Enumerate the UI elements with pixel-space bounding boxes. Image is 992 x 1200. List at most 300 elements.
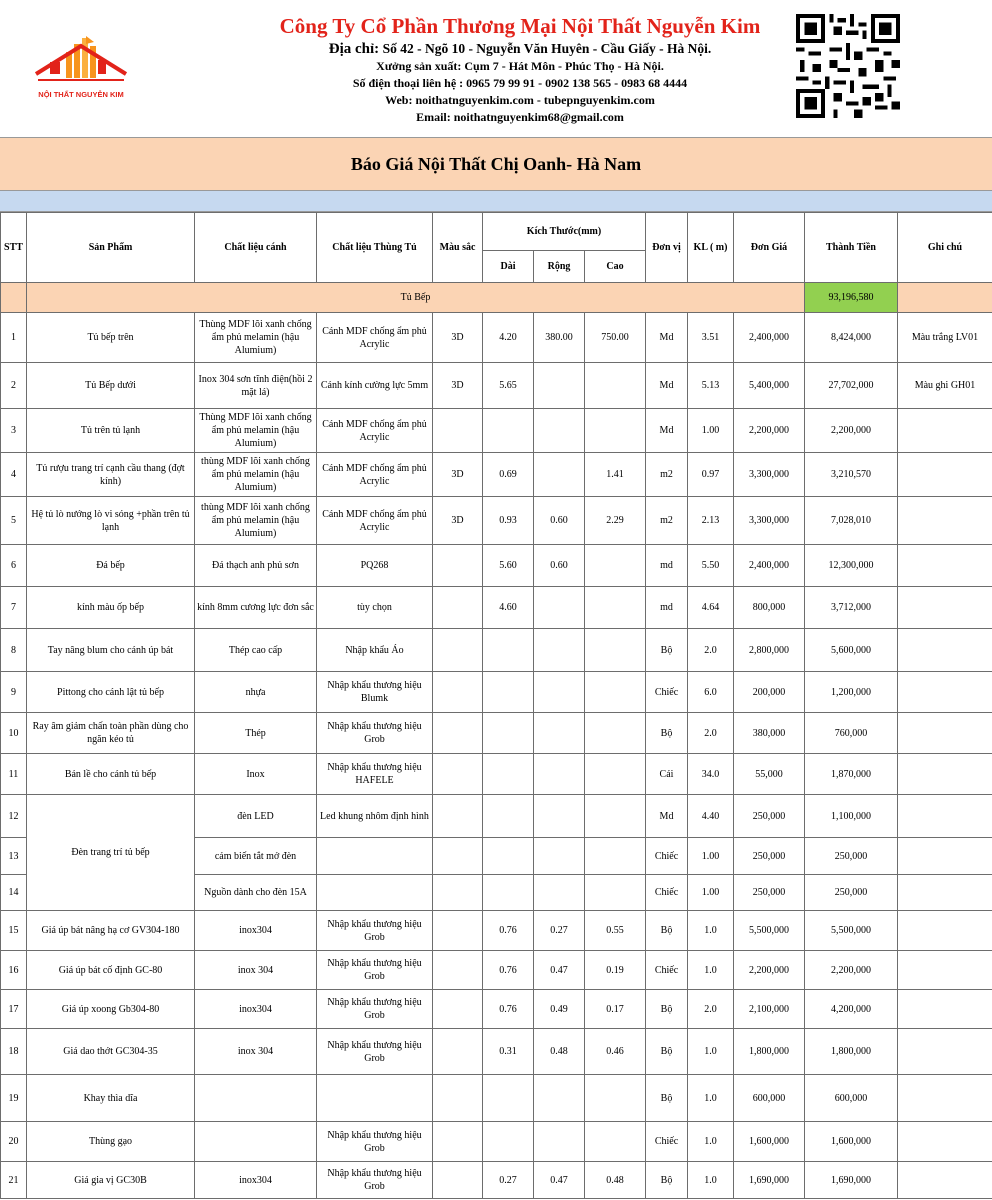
cell-cabinet-material: Nhập khẩu thương hiệu Grob (317, 713, 433, 754)
table-row (1, 672, 992, 713)
cell-unit-price: 250,000 (734, 875, 805, 911)
quote-table (0, 212, 992, 1199)
cell-color: 3D (433, 363, 483, 409)
cell-door-material: Nguồn dành cho đèn 15A (195, 875, 317, 911)
cell-unit-price: 250,000 (734, 795, 805, 838)
cell-height: 0.55 (585, 911, 646, 951)
cell-width (534, 672, 585, 713)
cell-color (433, 990, 483, 1029)
table-row (1, 545, 992, 587)
cell-note (898, 453, 992, 497)
table-row (1, 629, 992, 672)
cell-product: Tủ rượu trang trí cạnh cầu thang (đợt kính) (27, 453, 195, 497)
section-blank (1, 283, 27, 313)
cell-length (483, 1122, 534, 1162)
cell-stt: 21 (1, 1162, 27, 1199)
cell-unit-price: 2,400,000 (734, 313, 805, 363)
cell-color: 3D (433, 453, 483, 497)
cell-qty: 1.0 (688, 1075, 734, 1122)
cell-height (585, 795, 646, 838)
cell-door-material: cảm biến tắt mở đèn (195, 838, 317, 875)
cell-length: 5.60 (483, 545, 534, 587)
cell-door-material: đèn LED (195, 795, 317, 838)
cell-total: 1,600,000 (805, 1122, 898, 1162)
cell-stt: 3 (1, 409, 27, 453)
cell-width (534, 713, 585, 754)
cell-total: 1,200,000 (805, 672, 898, 713)
cell-unit-price: 250,000 (734, 838, 805, 875)
cell-cabinet-material: Cánh kính cường lực 5mm (317, 363, 433, 409)
cell-cabinet-material: Nhập khẩu Áo (317, 629, 433, 672)
table-row (1, 363, 992, 409)
cell-note: Màu ghi GH01 (898, 363, 992, 409)
cell-width: 0.47 (534, 1162, 585, 1199)
cell-qty: 4.64 (688, 587, 734, 629)
cell-width (534, 754, 585, 795)
cell-product: Giá úp bát nâng hạ cơ GV304-180 (27, 911, 195, 951)
cell-width (534, 409, 585, 453)
cell-unit-price: 380,000 (734, 713, 805, 754)
cell-color (433, 754, 483, 795)
cell-cabinet-material: PQ268 (317, 545, 433, 587)
table-row (1, 795, 992, 838)
cell-note (898, 497, 992, 545)
cell-note (898, 951, 992, 990)
house-logo-icon (28, 34, 134, 92)
cell-total: 7,028,010 (805, 497, 898, 545)
cell-door-material: thùng MDF lõi xanh chống ẩm phủ melamin (hậu Alumium) (195, 497, 317, 545)
cell-unit: Md (646, 313, 688, 363)
cell-length: 0.31 (483, 1029, 534, 1075)
cell-width: 0.48 (534, 1029, 585, 1075)
cell-unit: Bộ (646, 629, 688, 672)
email[interactable]: Email: noithatnguyenkim68@gmail.com (416, 110, 624, 124)
header-width: Rộng (534, 251, 585, 283)
cell-height: 0.17 (585, 990, 646, 1029)
cell-color (433, 587, 483, 629)
cell-unit: Chiếc (646, 951, 688, 990)
cell-unit-price: 1,690,000 (734, 1162, 805, 1199)
cell-note (898, 409, 992, 453)
cell-height (585, 545, 646, 587)
cell-unit-price: 3,300,000 (734, 453, 805, 497)
cell-unit: Chiếc (646, 672, 688, 713)
cell-unit: Chiếc (646, 875, 688, 911)
cell-qty: 6.0 (688, 672, 734, 713)
cell-length: 0.27 (483, 1162, 534, 1199)
company-address (250, 40, 790, 58)
table-row (1, 1075, 992, 1122)
cell-total: 2,200,000 (805, 409, 898, 453)
cell-width (534, 795, 585, 838)
cell-total: 1,800,000 (805, 1029, 898, 1075)
cell-height (585, 409, 646, 453)
cell-cabinet-material: tùy chọn (317, 587, 433, 629)
cell-length (483, 838, 534, 875)
cell-product: Tay nâng blum cho cánh úp bát (27, 629, 195, 672)
header-unit: Đơn vị (646, 213, 688, 283)
cell-product: Ray âm giảm chấn toàn phần dùng cho ngăn kéo tủ (27, 713, 195, 754)
cell-unit: Md (646, 795, 688, 838)
cell-stt: 5 (1, 497, 27, 545)
cell-height: 2.29 (585, 497, 646, 545)
cell-stt: 11 (1, 754, 27, 795)
cell-product: Đèn trang trí tủ bếp (27, 795, 195, 911)
cell-color (433, 1162, 483, 1199)
cell-total: 5,600,000 (805, 629, 898, 672)
cell-color (433, 838, 483, 875)
cell-unit: Cái (646, 754, 688, 795)
cell-width (534, 1075, 585, 1122)
cell-door-material: Thùng MDF lõi xanh chống ẩm phủ melamin (hậu Alumium) (195, 409, 317, 453)
cell-unit: Bộ (646, 911, 688, 951)
logo-caption: NỘI THẤT NGUYỄN KIM (38, 90, 124, 99)
cell-unit: Chiếc (646, 1122, 688, 1162)
cell-height: 750.00 (585, 313, 646, 363)
cell-note (898, 795, 992, 838)
cell-stt: 7 (1, 587, 27, 629)
header-color: Màu sắc (433, 213, 483, 283)
cell-color: 3D (433, 313, 483, 363)
cell-unit: Bộ (646, 1075, 688, 1122)
company-name: Công Ty Cổ Phần Thương Mại Nội Thất Nguyễn Kim (279, 14, 761, 38)
cell-width (534, 629, 585, 672)
cell-width (534, 363, 585, 409)
cell-door-material: Inox (195, 754, 317, 795)
cell-height (585, 875, 646, 911)
table-row (1, 713, 992, 754)
cell-cabinet-material: Cánh MDF chống ẩm phủ Acrylic (317, 409, 433, 453)
cell-unit: Chiếc (646, 838, 688, 875)
cell-total: 250,000 (805, 875, 898, 911)
cell-unit-price: 2,800,000 (734, 629, 805, 672)
table-row (1, 1162, 992, 1199)
cell-stt: 15 (1, 911, 27, 951)
cell-length (483, 875, 534, 911)
cell-door-material: Thùng MDF lõi xanh chống ẩm phủ melamin (hậu Alumium) (195, 313, 317, 363)
table-row (1, 754, 992, 795)
table-header (1, 213, 992, 283)
cell-cabinet-material: Nhập khẩu thương hiệu Grob (317, 990, 433, 1029)
cell-qty: 2.13 (688, 497, 734, 545)
cell-total: 3,210,570 (805, 453, 898, 497)
cell-height (585, 1122, 646, 1162)
cell-qty: 2.0 (688, 629, 734, 672)
cell-length (483, 1075, 534, 1122)
cell-unit: Md (646, 409, 688, 453)
cell-unit-price: 55,000 (734, 754, 805, 795)
cell-width (534, 838, 585, 875)
cell-qty: 1.0 (688, 1029, 734, 1075)
table-row (1, 1122, 992, 1162)
cell-unit: Bộ (646, 1162, 688, 1199)
cell-cabinet-material: Nhập khẩu thương hiệu Grob (317, 1029, 433, 1075)
header-total: Thành Tiền (805, 213, 898, 283)
cell-height: 0.19 (585, 951, 646, 990)
header-size: Kích Thước(mm) (483, 213, 646, 251)
cell-stt: 8 (1, 629, 27, 672)
cell-unit-price: 3,300,000 (734, 497, 805, 545)
cell-product: Pittong cho cánh lật tủ bếp (27, 672, 195, 713)
cell-total: 2,200,000 (805, 951, 898, 990)
cell-unit-price: 1,800,000 (734, 1029, 805, 1075)
cell-width: 0.60 (534, 497, 585, 545)
cell-product: Giá dao thớt GC304-35 (27, 1029, 195, 1075)
cell-qty: 5.50 (688, 545, 734, 587)
cell-note (898, 838, 992, 875)
cell-note (898, 911, 992, 951)
cell-unit: md (646, 587, 688, 629)
cell-total: 1,100,000 (805, 795, 898, 838)
cell-length (483, 754, 534, 795)
cell-cabinet-material: Nhập khẩu thương hiệu Grob (317, 1122, 433, 1162)
cell-note (898, 1162, 992, 1199)
cell-product: Bản lề cho cánh tủ bếp (27, 754, 195, 795)
quote-title-band (0, 137, 992, 191)
cell-stt: 1 (1, 313, 27, 363)
cell-qty: 0.97 (688, 453, 734, 497)
cell-total: 8,424,000 (805, 313, 898, 363)
cell-note (898, 587, 992, 629)
cell-stt: 12 (1, 795, 27, 838)
header-note: Ghi chú (898, 213, 992, 283)
cell-color (433, 1122, 483, 1162)
cell-unit-price: 2,100,000 (734, 990, 805, 1029)
header-cabinet-material: Chất liệu Thùng Tủ (317, 213, 433, 283)
table-row (1, 911, 992, 951)
cell-total: 27,702,000 (805, 363, 898, 409)
cell-width: 0.27 (534, 911, 585, 951)
cell-qty: 1.0 (688, 951, 734, 990)
cell-total: 3,712,000 (805, 587, 898, 629)
cell-width (534, 587, 585, 629)
cell-length: 0.93 (483, 497, 534, 545)
qr-code-icon (796, 14, 900, 118)
cell-unit-price: 5,400,000 (734, 363, 805, 409)
cell-product: Giá úp xoong Gb304-80 (27, 990, 195, 1029)
cell-product: Tủ trên tủ lạnh (27, 409, 195, 453)
cell-height (585, 754, 646, 795)
cell-door-material: thùng MDF lõi xanh chống ẩm phủ melamin (hậu Alumium) (195, 453, 317, 497)
cell-door-material: kính 8mm cương lực đơn sắc (195, 587, 317, 629)
cell-unit: m2 (646, 453, 688, 497)
cell-length: 0.76 (483, 990, 534, 1029)
cell-unit: Bộ (646, 1029, 688, 1075)
cell-unit-price: 2,200,000 (734, 951, 805, 990)
cell-product: Giá gia vị GC30B (27, 1162, 195, 1199)
cell-cabinet-material: Cánh MDF chống ẩm phủ Acrylic (317, 497, 433, 545)
cell-qty: 34.0 (688, 754, 734, 795)
cell-color (433, 713, 483, 754)
cell-cabinet-material: Led khung nhôm định hình (317, 795, 433, 838)
address-text: Số 42 - Ngõ 10 - Nguyễn Văn Huyên - Cầu Giấy - Hà Nội. (382, 41, 712, 56)
cell-unit: Bộ (646, 990, 688, 1029)
factory-address: Xưởng sản xuất: Cụm 7 - Hát Môn - Phúc Thọ - Hà Nội. (376, 59, 664, 73)
cell-total: 4,200,000 (805, 990, 898, 1029)
cell-total: 600,000 (805, 1075, 898, 1122)
cell-cabinet-material (317, 838, 433, 875)
cell-stt: 10 (1, 713, 27, 754)
cell-cabinet-material: Nhập khẩu thương hiệu Grob (317, 951, 433, 990)
cell-color (433, 629, 483, 672)
cell-stt: 17 (1, 990, 27, 1029)
cell-length (483, 629, 534, 672)
cell-door-material (195, 1075, 317, 1122)
cell-note (898, 1029, 992, 1075)
cell-cabinet-material: Nhập khẩu thương hiệu HAFELE (317, 754, 433, 795)
cell-door-material: Inox 304 sơn tĩnh điện(hồi 2 mặt lá) (195, 363, 317, 409)
cell-note (898, 754, 992, 795)
cell-height: 0.48 (585, 1162, 646, 1199)
cell-length (483, 672, 534, 713)
cell-qty: 1.0 (688, 1162, 734, 1199)
cell-door-material: Thép (195, 713, 317, 754)
cell-height (585, 587, 646, 629)
cell-unit-price: 2,400,000 (734, 545, 805, 587)
cell-door-material (195, 1122, 317, 1162)
cell-cabinet-material: Nhập khẩu thương hiệu Blumk (317, 672, 433, 713)
cell-cabinet-material: Cánh MDF chống ẩm phủ Acrylic (317, 313, 433, 363)
company-logo (28, 34, 134, 106)
address-label: Địa chỉ: (328, 41, 380, 57)
table-row (1, 497, 992, 545)
cell-note (898, 713, 992, 754)
table-row (1, 453, 992, 497)
cell-total: 12,300,000 (805, 545, 898, 587)
cell-total: 250,000 (805, 838, 898, 875)
cell-color: 3D (433, 497, 483, 545)
cell-note: Màu trắng LV01 (898, 313, 992, 363)
cell-color (433, 795, 483, 838)
section-row (1, 283, 992, 313)
table-row (1, 587, 992, 629)
cell-stt: 19 (1, 1075, 27, 1122)
cell-unit-price: 2,200,000 (734, 409, 805, 453)
cell-cabinet-material (317, 875, 433, 911)
cell-height: 1.41 (585, 453, 646, 497)
cell-product: Tủ Bếp dưới (27, 363, 195, 409)
cell-length: 4.20 (483, 313, 534, 363)
cell-length (483, 713, 534, 754)
spacer-band (0, 191, 992, 212)
header-door-material: Chất liệu cánh (195, 213, 317, 283)
cell-product: kính màu ốp bếp (27, 587, 195, 629)
cell-note (898, 990, 992, 1029)
cell-length: 0.76 (483, 911, 534, 951)
cell-height (585, 629, 646, 672)
cell-door-material: inox 304 (195, 951, 317, 990)
cell-height: 0.46 (585, 1029, 646, 1075)
cell-qty: 1.0 (688, 1122, 734, 1162)
cell-unit: Md (646, 363, 688, 409)
table-row (1, 409, 992, 453)
cell-unit-price: 600,000 (734, 1075, 805, 1122)
cell-color (433, 911, 483, 951)
section-total: 93,196,580 (805, 283, 898, 313)
section-title: Tủ Bếp (27, 283, 805, 313)
cell-unit: Bộ (646, 713, 688, 754)
cell-stt: 6 (1, 545, 27, 587)
cell-unit-price: 800,000 (734, 587, 805, 629)
cell-stt: 18 (1, 1029, 27, 1075)
cell-qty: 1.00 (688, 409, 734, 453)
cell-note (898, 1075, 992, 1122)
cell-unit-price: 1,600,000 (734, 1122, 805, 1162)
cell-color (433, 1029, 483, 1075)
company-info (250, 12, 790, 126)
table-row (1, 990, 992, 1029)
cell-qty: 5.13 (688, 363, 734, 409)
website[interactable]: Web: noithatnguyenkim.com - tubepnguyenkim.com (385, 93, 655, 107)
cell-qty: 4.40 (688, 795, 734, 838)
cell-stt: 4 (1, 453, 27, 497)
cell-door-material: inox 304 (195, 1029, 317, 1075)
cell-stt: 16 (1, 951, 27, 990)
cell-door-material: nhựa (195, 672, 317, 713)
cell-width: 0.47 (534, 951, 585, 990)
cell-color (433, 951, 483, 990)
cell-qty: 3.51 (688, 313, 734, 363)
table-row (1, 1029, 992, 1075)
cell-stt: 20 (1, 1122, 27, 1162)
header-length: Dài (483, 251, 534, 283)
table-row (1, 313, 992, 363)
cell-door-material: inox304 (195, 990, 317, 1029)
cell-note (898, 545, 992, 587)
cell-cabinet-material (317, 1075, 433, 1122)
cell-product: Hệ tủ lò nướng lò vi sóng +phần trên tủ lạnh (27, 497, 195, 545)
quote-title: Báo Giá Nội Thất Chị Oanh- Hà Nam (350, 154, 642, 174)
cell-door-material: inox304 (195, 1162, 317, 1199)
cell-height (585, 672, 646, 713)
cell-unit: md (646, 545, 688, 587)
cell-width: 0.49 (534, 990, 585, 1029)
cell-note (898, 672, 992, 713)
cell-door-material: Thép cao cấp (195, 629, 317, 672)
cell-width: 0.60 (534, 545, 585, 587)
table-body (1, 283, 992, 1199)
cell-width (534, 453, 585, 497)
cell-door-material: inox304 (195, 911, 317, 951)
cell-unit-price: 200,000 (734, 672, 805, 713)
header-stt: STT (1, 213, 27, 283)
phone-numbers: Số điện thoại liên hệ : 0965 79 99 91 - 0902 138 565 - 0983 68 4444 (352, 76, 688, 90)
header-product: Sản Phẩm (27, 213, 195, 283)
cell-qty: 1.0 (688, 911, 734, 951)
cell-color (433, 1075, 483, 1122)
cell-height (585, 838, 646, 875)
cell-length (483, 795, 534, 838)
cell-height (585, 713, 646, 754)
cell-length: 0.76 (483, 951, 534, 990)
cell-product: Giá úp bát cố định GC-80 (27, 951, 195, 990)
cell-product: Tủ bếp trên (27, 313, 195, 363)
cell-note (898, 1122, 992, 1162)
cell-stt: 14 (1, 875, 27, 911)
cell-door-material: Đá thạch anh phủ sơn (195, 545, 317, 587)
letterhead (0, 0, 992, 137)
cell-product: Khay thìa dĩa (27, 1075, 195, 1122)
cell-length: 0.69 (483, 453, 534, 497)
cell-cabinet-material: Nhập khẩu thương hiệu Grob (317, 911, 433, 951)
cell-total: 760,000 (805, 713, 898, 754)
cell-stt: 2 (1, 363, 27, 409)
cell-total: 1,870,000 (805, 754, 898, 795)
cell-stt: 13 (1, 838, 27, 875)
cell-color (433, 672, 483, 713)
cell-width: 380.00 (534, 313, 585, 363)
table-row (1, 951, 992, 990)
